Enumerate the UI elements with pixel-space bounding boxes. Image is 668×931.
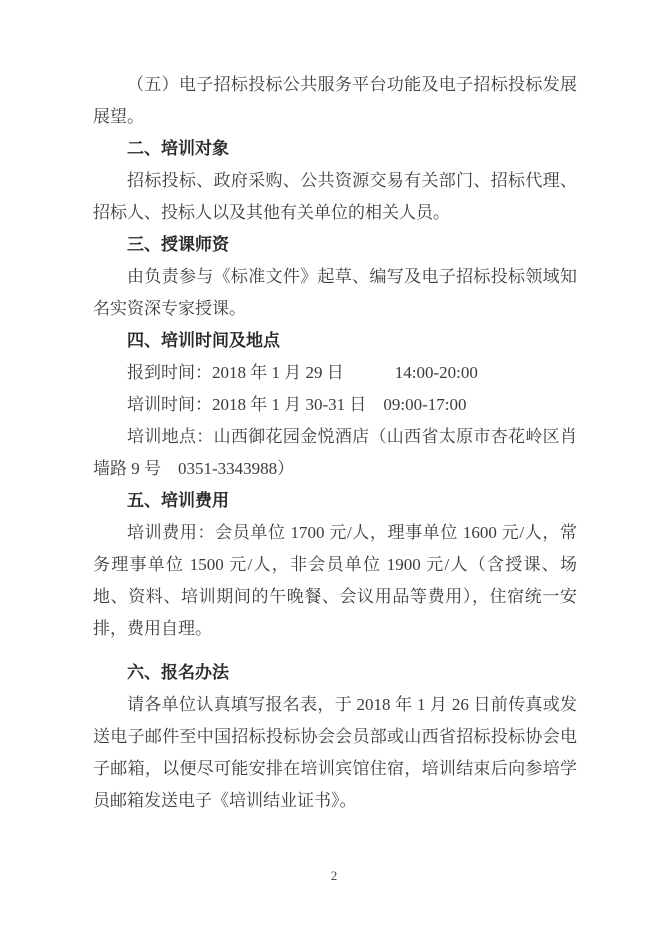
heading-time-location: 四、培训时间及地点: [127, 331, 280, 350]
page-number: 2: [330, 868, 338, 883]
paragraph-training-audience: 招标投标、政府采购、公共资源交易有关部门、招标代理、招标人、投标人以及其他有关单位的相关人员。: [93, 171, 577, 222]
heading-registration: 六、报名办法: [127, 663, 229, 682]
heading-training-audience: 二、培训对象: [127, 139, 229, 158]
line-checkin-time: 报到时间：2018 年 1 月 29 日 14:00-20:00: [127, 363, 478, 382]
paragraph-registration: 请各单位认真填写报名表，于 2018 年 1 月 26 日前传真或发送电子邮件至中国招标投标协会会员部或山西省招标投标协会电子邮箱，以便尽可能安排在培训宾馆住宿，培训结束后向参培学员邮箱发送电子《培训结业证书》。: [93, 695, 577, 810]
paragraph-training-fee: 培训费用：会员单位 1700 元/人，理事单位 1600 元/人，常务理事单位 1500 元/人，非会员单位 1900 元/人（含授课、场地、资料、培训期间的午晚餐、会议用品等费用），住宿统一安排，费用自理。: [93, 523, 577, 638]
line-training-location: 培训地点：山西御花园金悦酒店（山西省太原市杏花岭区肖墙路 9 号 0351-3343988）: [93, 427, 577, 478]
document-body: [93, 69, 577, 817]
line-training-time: 培训时间：2018 年 1 月 30-31 日 09:00-17:00: [127, 395, 467, 414]
heading-training-fee: 五、培训费用: [127, 491, 229, 510]
heading-instructors: 三、授课师资: [127, 235, 229, 254]
paragraph-topic-five: （五）电子招标投标公共服务平台功能及电子招标投标发展展望。: [93, 75, 577, 126]
paragraph-instructors: 由负责参与《标准文件》起草、编写及电子招标投标领域知名实资深专家授课。: [93, 267, 577, 318]
